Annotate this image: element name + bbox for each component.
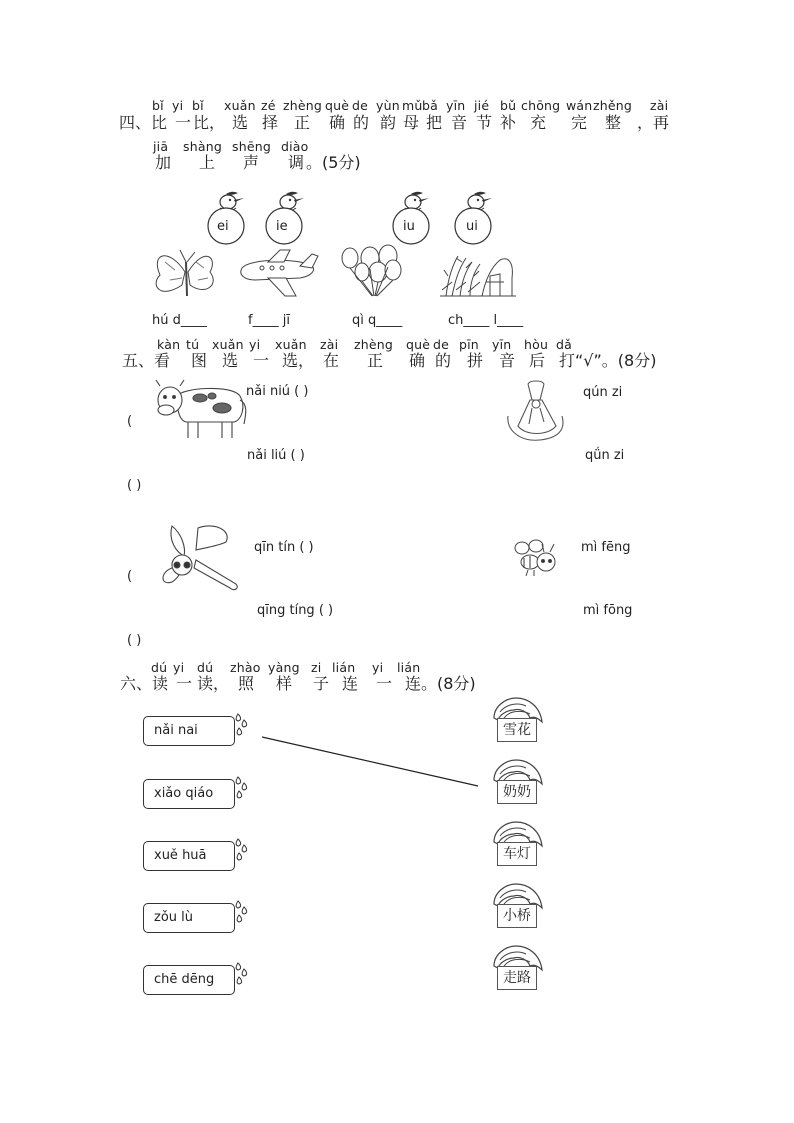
- pinyin: de: [352, 98, 369, 113]
- pinyin: bǔ: [500, 98, 517, 113]
- pinyin: dú: [151, 660, 168, 675]
- hanzi: 音: [451, 113, 468, 132]
- hanzi: 选: [222, 351, 239, 370]
- drops-icon: [236, 963, 247, 984]
- pinyin: yi: [173, 660, 185, 675]
- hanzi: 的: [353, 113, 370, 132]
- hanzi: 择: [262, 113, 279, 132]
- hanzi: 母: [403, 113, 420, 132]
- hanzi: 完: [571, 113, 588, 132]
- hanzi: 上: [199, 153, 216, 172]
- hanzi: 后: [529, 351, 546, 370]
- option-qvn-zi: qǘn zi: [585, 448, 625, 463]
- hanzi: 正: [367, 351, 384, 370]
- option-qing-ting[interactable]: qīng tíng ( ): [257, 603, 334, 618]
- hanzi: 整: [605, 113, 622, 132]
- pinyin: wán: [566, 98, 593, 113]
- pinyin: pīn: [459, 337, 479, 352]
- points: 。(5分): [306, 153, 361, 172]
- house-nainai[interactable]: [490, 758, 546, 808]
- house-xuehua[interactable]: [490, 696, 546, 746]
- pinyin: jié: [474, 98, 490, 113]
- pinyin: dú: [197, 660, 214, 675]
- hanzi: 的: [435, 351, 452, 370]
- pinyin: yīn: [492, 337, 512, 352]
- pinyin: tú: [186, 337, 200, 352]
- card-label: nǎi nai: [154, 723, 198, 738]
- hanzi: 样: [276, 674, 293, 693]
- answer-bracket[interactable]: ( ): [127, 633, 142, 648]
- pinyin: yi: [172, 98, 184, 113]
- pinyin: yàng: [268, 660, 300, 675]
- hanzi: 读，: [197, 674, 230, 693]
- hanzi: 连。(8分): [405, 674, 476, 693]
- hanzi: 一: [176, 674, 193, 693]
- pinyin: bǐ: [152, 98, 164, 113]
- pinyin: zài: [320, 337, 339, 352]
- pinyin: dǎ: [556, 337, 572, 352]
- drops-icon: [236, 901, 247, 922]
- card-label: xuě huā: [154, 848, 207, 863]
- hanzi: 选，: [282, 351, 315, 370]
- hanzi: 调: [288, 153, 305, 172]
- pinyin: hòu: [524, 337, 549, 352]
- hanzi: 节: [476, 113, 493, 132]
- pinyin: jiā: [153, 139, 169, 154]
- option-qun-zi: qún zi: [583, 385, 623, 400]
- connect-line: [262, 737, 478, 786]
- final-iu: iu: [403, 219, 415, 234]
- drops-icon: [236, 714, 247, 735]
- hanzi: 图: [191, 351, 208, 370]
- pinyin: zhào: [230, 660, 261, 675]
- answer-bracket[interactable]: (: [127, 414, 133, 429]
- hanzi: 声: [243, 153, 260, 172]
- pinyin: zhèng: [283, 98, 323, 113]
- answer-bracket[interactable]: (: [127, 569, 133, 584]
- option-mi-feng: mì fēng: [581, 540, 631, 555]
- hanzi: 正: [294, 113, 311, 132]
- hanzi: 照: [238, 674, 255, 693]
- hanzi: 在: [323, 351, 340, 370]
- pinyin: què: [406, 337, 431, 352]
- hanzi: 一: [253, 351, 270, 370]
- hanzi: 把: [426, 113, 443, 132]
- section4-title: 四、比: [119, 113, 168, 132]
- pinyin: shēng: [232, 139, 271, 154]
- house-xiaoqiao[interactable]: [490, 882, 546, 932]
- hanzi: 加: [155, 153, 172, 172]
- pinyin: yùn: [376, 98, 400, 113]
- pinyin: zé: [261, 98, 276, 113]
- card-label: zǒu lù: [154, 910, 193, 925]
- hanzi: 补: [500, 113, 517, 132]
- hanzi: 确: [329, 113, 346, 132]
- house-label: 小桥: [497, 904, 537, 928]
- house-zoulu[interactable]: [490, 944, 546, 994]
- house-chedeng[interactable]: [490, 820, 546, 870]
- section6-title: 六、读: [120, 674, 169, 693]
- pinyin: chōng: [521, 98, 561, 113]
- hanzi: ，再: [637, 113, 670, 132]
- pinyin: zhěng: [593, 98, 633, 113]
- hanzi: 连: [342, 674, 359, 693]
- final-ui: ui: [466, 219, 478, 234]
- hanzi: 音: [499, 351, 516, 370]
- pinyin: xuǎn: [212, 337, 244, 352]
- pinyin: bǎ: [422, 98, 438, 113]
- pinyin: shàng: [183, 139, 222, 154]
- pinyin: xuǎn: [224, 98, 256, 113]
- drops-icon: [236, 777, 247, 798]
- pinyin: zhèng: [354, 337, 394, 352]
- final-ei: ei: [217, 219, 229, 234]
- final-ie: ie: [276, 219, 288, 234]
- answer-bracket[interactable]: ( ): [127, 478, 142, 493]
- house-label: 走路: [497, 966, 537, 990]
- card-label: chē dēng: [154, 972, 215, 987]
- hanzi: 充: [530, 113, 547, 132]
- pinyin: yi: [372, 660, 384, 675]
- answer-blank-4[interactable]: ch____ l____: [448, 313, 524, 328]
- pinyin: kàn: [157, 337, 181, 352]
- pinyin: què: [325, 98, 350, 113]
- option-qin-tin[interactable]: qīn tín ( ): [254, 540, 314, 555]
- hanzi: 一: [376, 674, 393, 693]
- pinyin: zi: [311, 660, 322, 675]
- hanzi: 子: [313, 674, 330, 693]
- pinyin: diào: [281, 139, 309, 154]
- pinyin: lián: [332, 660, 356, 675]
- hanzi: 一: [175, 113, 192, 132]
- pinyin: bǐ: [192, 98, 204, 113]
- hanzi: 拼: [467, 351, 484, 370]
- house-label: 雪花: [497, 718, 537, 742]
- hanzi: 韵: [380, 113, 397, 132]
- hanzi: 比，: [193, 113, 226, 132]
- answer-blank-2[interactable]: f____ jī: [248, 313, 290, 328]
- hanzi: 选: [232, 113, 249, 132]
- option-nai-liu[interactable]: nǎi liú ( ): [247, 448, 305, 463]
- pinyin: zài: [650, 98, 669, 113]
- drops-icon: [236, 839, 247, 860]
- section5-title: 五、看: [122, 351, 171, 370]
- house-label: 车灯: [497, 842, 537, 866]
- pinyin: yi: [249, 337, 261, 352]
- answer-blank-3[interactable]: qì q____: [352, 313, 403, 328]
- pinyin: yīn: [446, 98, 466, 113]
- hanzi: 确: [409, 351, 426, 370]
- pinyin: xuǎn: [275, 337, 307, 352]
- pinyin: mǔ: [402, 98, 423, 113]
- pinyin: lián: [397, 660, 421, 675]
- house-label: 奶奶: [497, 780, 537, 804]
- pinyin: de: [433, 337, 450, 352]
- answer-blank-1[interactable]: hú d____: [152, 313, 207, 328]
- option-nai-niu[interactable]: nǎi niú ( ): [246, 384, 309, 399]
- card-label: xiǎo qiáo: [154, 786, 214, 801]
- hanzi: 打“√”。(8分): [559, 351, 657, 370]
- option-mi-fong: mì fōng: [583, 603, 633, 618]
